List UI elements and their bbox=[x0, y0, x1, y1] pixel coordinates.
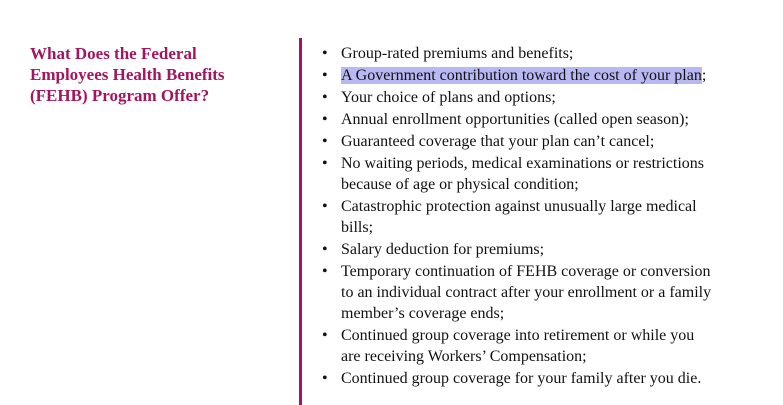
benefit-text: Group-rated premiums and benefits; bbox=[341, 45, 574, 62]
benefit-text: member’s coverage ends; bbox=[341, 305, 505, 322]
bullet-icon: • bbox=[322, 327, 328, 344]
bullet-icon: • bbox=[322, 370, 328, 387]
benefit-text: Salary deduction for premiums; bbox=[341, 241, 545, 258]
benefit-text bbox=[341, 65, 762, 86]
benefit-text: Continued group coverage into retirement or while you bbox=[341, 327, 695, 344]
benefit-text: Your choice of plans and options; bbox=[341, 89, 556, 106]
benefit-item bbox=[322, 239, 762, 260]
benefit-text: Guaranteed coverage that your plan can’t cancel; bbox=[341, 133, 655, 150]
benefit-item bbox=[322, 325, 762, 367]
section-heading bbox=[30, 43, 280, 106]
bullet-icon: • bbox=[322, 89, 328, 106]
benefit-text: Temporary continuation of FEHB coverage or conversion bbox=[341, 263, 711, 280]
bullet-icon: • bbox=[322, 155, 328, 172]
text-selection-highlight[interactable]: A Government contribution toward the cost of your plan bbox=[341, 67, 702, 84]
benefit-item-highlighted bbox=[322, 65, 762, 86]
benefit-item bbox=[322, 109, 762, 130]
benefit-text: to an individual contract after your enrollment or a family bbox=[341, 284, 712, 301]
bullet-icon: • bbox=[322, 263, 328, 280]
benefits-list bbox=[322, 43, 762, 390]
benefit-text: because of age or physical condition; bbox=[341, 176, 579, 193]
benefit-item bbox=[322, 196, 762, 238]
bullet-icon: • bbox=[322, 133, 328, 150]
benefit-text: No waiting periods, medical examinations or restrictions bbox=[341, 155, 705, 172]
benefit-text: Annual enrollment opportunities (called open season); bbox=[341, 111, 689, 128]
bullet-icon: • bbox=[322, 111, 328, 128]
benefit-text-suffix: ; bbox=[701, 67, 707, 84]
bullet-icon: • bbox=[322, 241, 328, 258]
section-heading-line: Employees Health Benefits bbox=[30, 65, 225, 84]
bullet-icon: • bbox=[322, 67, 328, 84]
benefit-item bbox=[322, 87, 762, 108]
benefit-text: Catastrophic protection against unusually large medical bbox=[341, 198, 697, 215]
benefit-item bbox=[322, 43, 762, 64]
benefit-item bbox=[322, 368, 762, 389]
benefit-text: Continued group coverage for your family after you die. bbox=[341, 370, 702, 387]
benefit-item bbox=[322, 261, 762, 324]
bullet-icon: • bbox=[322, 45, 328, 62]
benefit-item bbox=[322, 131, 762, 152]
benefit-text: bills; bbox=[341, 219, 374, 236]
section-heading-line: What Does the Federal bbox=[30, 44, 197, 63]
benefit-item bbox=[322, 153, 762, 195]
section-heading-line: (FEHB) Program Offer? bbox=[30, 86, 210, 105]
vertical-divider bbox=[299, 38, 302, 405]
benefit-text: are receiving Workers’ Compensation; bbox=[341, 348, 587, 365]
bullet-icon: • bbox=[322, 198, 328, 215]
